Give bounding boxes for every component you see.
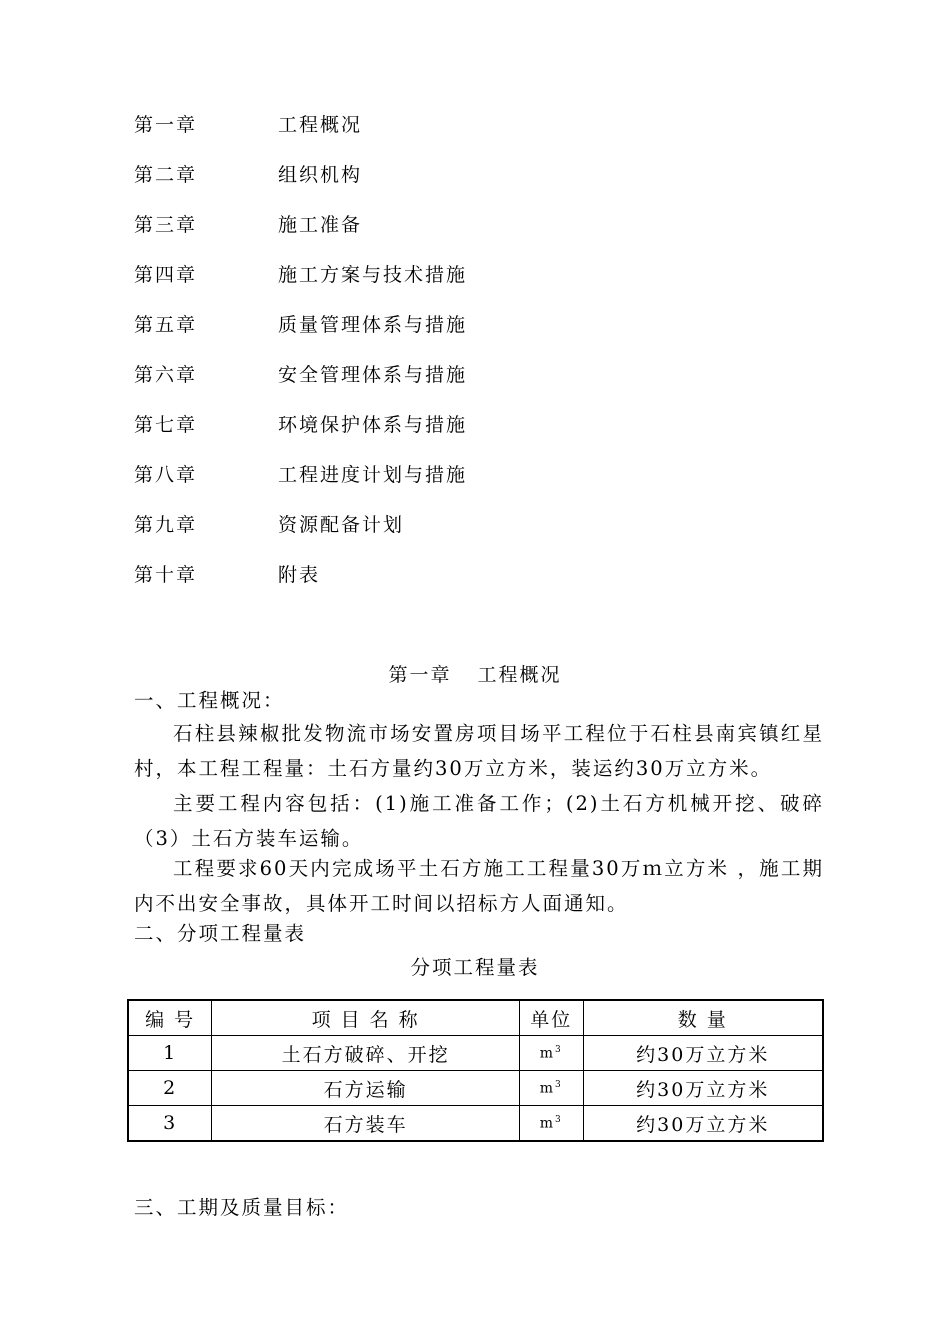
cell-unit [520, 1106, 584, 1142]
toc-chapter-title: 附表 [278, 564, 321, 586]
toc-chapter-title: 施工准备 [278, 214, 363, 236]
table-header-row [128, 1000, 823, 1036]
section-heading-overview: 一、工程概况： [134, 689, 285, 712]
cell-item-name: 石方运输 [212, 1071, 520, 1106]
toc-chapter-title: 组织机构 [278, 164, 363, 186]
toc-item [134, 260, 734, 310]
unit-superscript: 3 [555, 1114, 563, 1125]
table-row [128, 1106, 823, 1142]
toc-item [134, 110, 734, 160]
table-row [128, 1036, 823, 1071]
toc-chapter-number: 第六章 [134, 364, 198, 386]
section-heading-schedule-quality: 三、工期及质量目标： [134, 1196, 350, 1219]
toc-item [134, 460, 734, 510]
cell-number: 2 [128, 1071, 212, 1106]
header-item-name: 项 目 名 称 [212, 1000, 520, 1036]
cell-item-name: 石方装车 [212, 1106, 520, 1142]
toc-chapter-number: 第十章 [134, 564, 198, 586]
table-row [128, 1071, 823, 1106]
unit-base: m [539, 1045, 556, 1062]
toc-chapter-title: 施工方案与技术措施 [278, 264, 468, 286]
cell-quantity: 约30万立方米 [583, 1071, 823, 1106]
toc-chapter-title: 安全管理体系与措施 [278, 364, 468, 386]
paragraph-requirements: 工程要求60天内完成场平土石方施工工程量30万ｍ立方米 ，施工期内不出安全事故，具体开工时间以招标方人面通知。 [134, 857, 824, 915]
toc-chapter-number: 第七章 [134, 414, 198, 436]
header-number: 编 号 [128, 1000, 212, 1036]
chapter-heading-title: 工程概况 [477, 664, 562, 686]
unit-base: m [539, 1080, 556, 1097]
toc-chapter-number: 第三章 [134, 214, 198, 236]
toc-chapter-title: 资源配备计划 [278, 514, 405, 536]
cell-quantity: 约30万立方米 [583, 1036, 823, 1071]
unit-superscript: 3 [555, 1079, 563, 1090]
toc-chapter-title: 工程概况 [278, 114, 363, 136]
unit-base: m [539, 1115, 556, 1132]
toc-item [134, 410, 734, 460]
paragraph-work-content: 主要工程内容包括：(1)施工准备工作；(2)土石方机械开挖、破碎（3）土石方装车运输。 [134, 792, 824, 850]
cell-item-name: 土石方破碎、开挖 [212, 1036, 520, 1071]
quantity-table [127, 999, 824, 1142]
toc-chapter-number: 第五章 [134, 314, 198, 336]
toc-chapter-number: 第四章 [134, 264, 198, 286]
cell-unit [520, 1071, 584, 1106]
cell-quantity: 约30万立方米 [583, 1106, 823, 1142]
unit-superscript: 3 [555, 1044, 563, 1055]
toc-chapter-number: 第八章 [134, 464, 198, 486]
toc-chapter-number: 第一章 [134, 114, 198, 136]
toc-chapter-title: 质量管理体系与措施 [278, 314, 468, 336]
toc-chapter-number: 第九章 [134, 514, 198, 536]
header-unit: 单位 [520, 1000, 584, 1036]
chapter-heading-number: 第一章 [388, 664, 452, 686]
paragraph-project-location: 石柱县辣椒批发物流市场安置房项目场平工程位于石柱县南宾镇红星村，本工程工程量：土石方量约30万立方米，装运约30万立方米。 [134, 722, 824, 780]
toc-item [134, 510, 734, 560]
toc-item [134, 210, 734, 260]
toc-chapter-title: 环境保护体系与措施 [278, 414, 468, 436]
toc-item [134, 360, 734, 410]
cell-number: 3 [128, 1106, 212, 1142]
toc-chapter-title: 工程进度计划与措施 [278, 464, 468, 486]
toc-item [134, 560, 734, 610]
toc-item [134, 310, 734, 360]
toc-chapter-number: 第二章 [134, 164, 198, 186]
table-title: 分项工程量表 [410, 956, 540, 979]
cell-unit [520, 1036, 584, 1071]
table-of-contents [134, 110, 734, 610]
section-heading-quantities: 二、分项工程量表 [134, 922, 307, 945]
cell-number: 1 [128, 1036, 212, 1071]
header-quantity: 数 量 [583, 1000, 823, 1036]
toc-item [134, 160, 734, 210]
